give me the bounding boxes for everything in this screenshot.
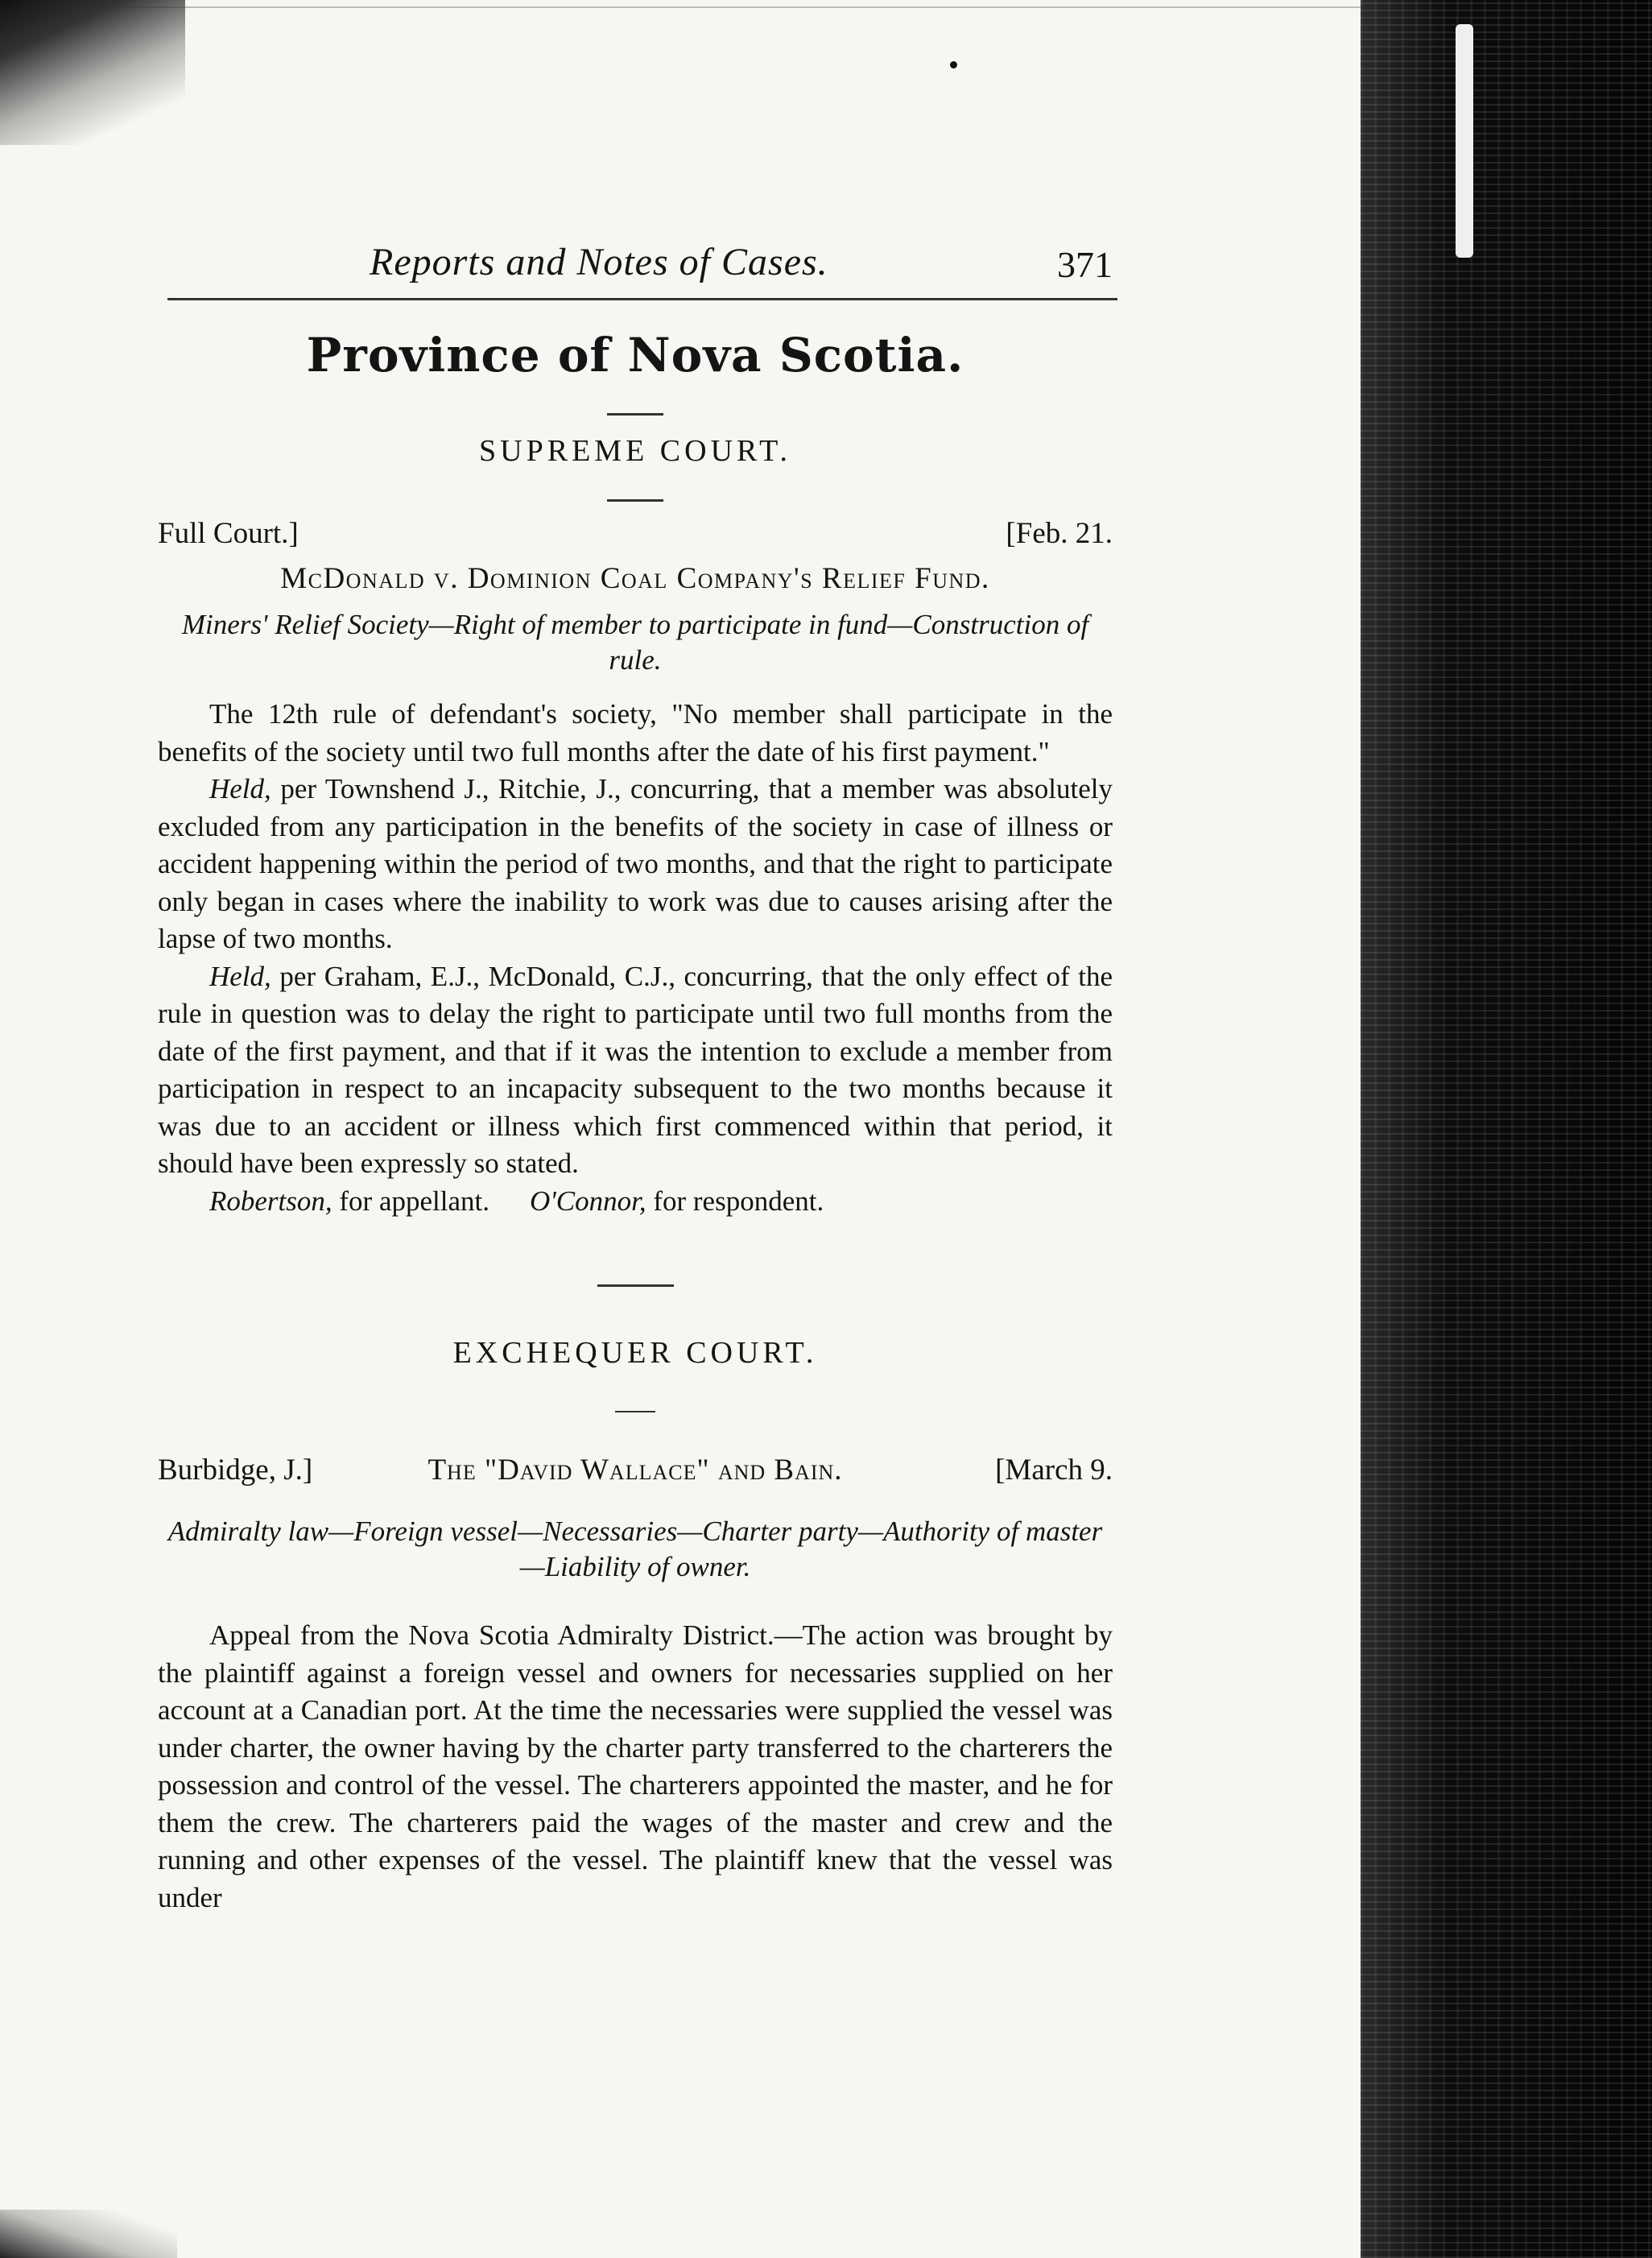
- paragraph-text: The 12th rule of defendant's society, "No member shall participate in the benefits of the society until two full months after the date of his first payment.": [158, 698, 1113, 767]
- appellant-role: for appellant.: [332, 1185, 489, 1217]
- divider: [615, 1411, 655, 1412]
- case-headnote: Miners' Relief Society—Right of member to participate in fund—Construction of rule.: [181, 609, 1089, 676]
- scan-shadow-top-left: [0, 0, 185, 145]
- running-head-title: Reports and Notes of Cases.: [370, 241, 828, 283]
- case-headnote: Admiralty law—Foreign vessel—Necessaries—Charter party—Authority of master—Liability of owner.: [167, 1516, 1103, 1582]
- running-head-rule: [167, 298, 1117, 300]
- counsel-line: [158, 1183, 1113, 1221]
- case-title: McDonald v. Dominion Coal Company's Relief Fund.: [280, 562, 990, 595]
- page-number: 371: [1057, 244, 1113, 285]
- held-lead: Held,: [209, 960, 271, 992]
- court-heading-exchequer: EXCHEQUER COURT.: [452, 1336, 818, 1370]
- scan-speck: [950, 61, 957, 68]
- scan-top-rule: [0, 6, 1361, 8]
- bench-label: Burbidge, J.]: [158, 1454, 313, 1487]
- case-title: The "David Wallace" and Bain.: [427, 1454, 843, 1487]
- court-heading-supreme: SUPREME COURT.: [479, 434, 791, 468]
- respondent-role: for respondent.: [646, 1185, 824, 1217]
- held-lead: Held,: [209, 773, 271, 804]
- scan-light-streak: [1456, 24, 1473, 258]
- bench-label: Full Court.]: [158, 517, 299, 550]
- paragraph-text: per Townshend J., Ritchie, J., concurring, that a member was absolutely excluded from any participation in the benefits of the society in case of illness or accident happening within the period of two months, and that the right to participate only began in cases where the inability to work was due to causes arising after the lapse of two months.: [158, 773, 1113, 954]
- body-paragraph: [158, 696, 1113, 771]
- divider: [607, 499, 663, 502]
- page-content: [158, 234, 1113, 1917]
- case-body: [158, 696, 1113, 1220]
- respondent-counsel: O'Connor,: [529, 1185, 646, 1217]
- paragraph-text: per Graham, E.J., McDonald, C.J., concurring, that the only effect of the rule in question was to delay the right to participate until two full months from the date of the first payment, and that if it was the intention to exclude a member from participation in respect to an incapacity subsequent to the two months because it was due to an accident or illness which first commenced within that period, it should have been expressly so stated.: [158, 960, 1113, 1179]
- body-paragraph: Appeal from the Nova Scotia Admiralty District.—The action was brought by the plaintiff against a foreign vessel and owners for necessaries supplied on her account at a Canadian port. At the time the necessaries were supplied the vessel was under charter, the owner having by the charter party transferred to the charterers the possession and control of the vessel. The charterers appointed the master, and he for them the crew. The charterers paid the wages of the master and crew and the running and other expenses of the vessel. The plaintiff knew that the vessel was under: [158, 1619, 1113, 1913]
- section-divider: [597, 1284, 674, 1287]
- body-paragraph: [158, 771, 1113, 958]
- body-paragraph: [158, 958, 1113, 1183]
- divider: [607, 413, 663, 416]
- case-meta-row: [158, 516, 1113, 555]
- case-date: [March 9.: [995, 1454, 1113, 1487]
- running-head: [158, 234, 1113, 298]
- appellant-counsel: Robertson,: [209, 1185, 332, 1217]
- case-date: [Feb. 21.: [1006, 517, 1113, 550]
- case-meta-row: [158, 1453, 1113, 1491]
- scan-dark-margin: [1361, 0, 1652, 2258]
- province-title: Province of Nova Scotia.: [306, 328, 964, 383]
- scan-shadow-bottom-left: [0, 2210, 177, 2258]
